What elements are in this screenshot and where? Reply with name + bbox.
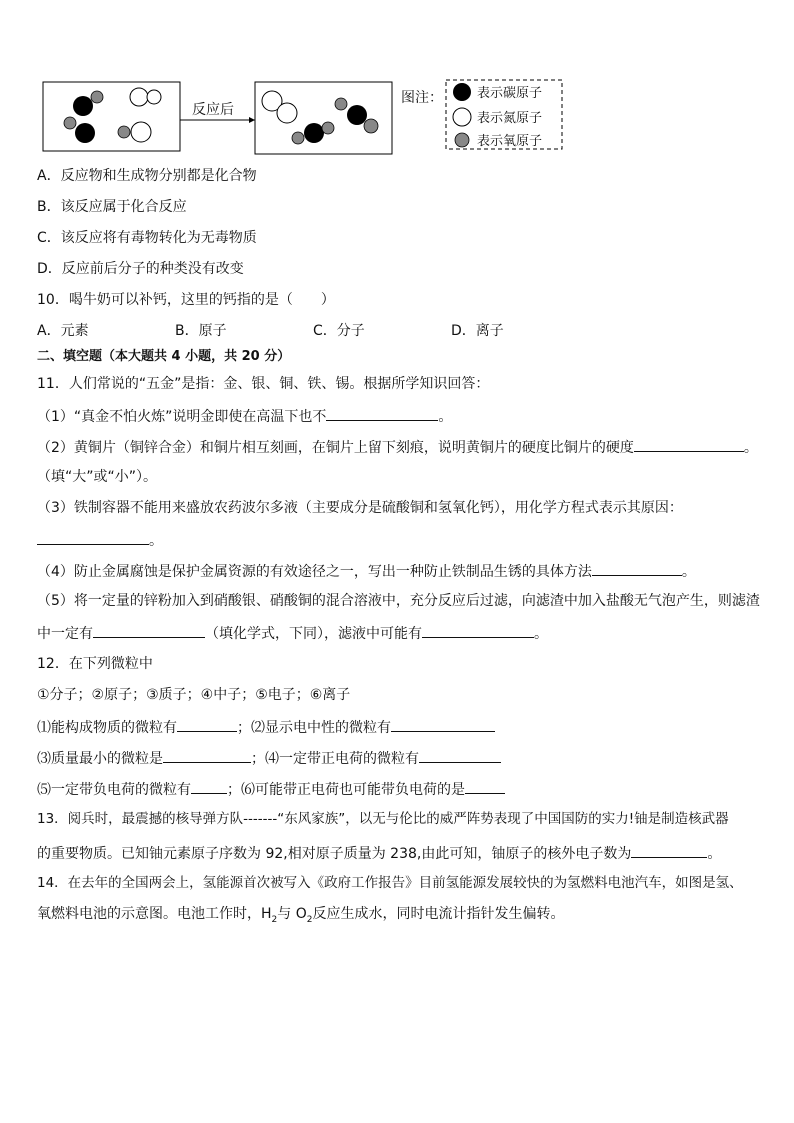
period: 。 <box>534 626 548 642</box>
nitrogen-atom-icon <box>453 108 471 126</box>
q12-row3-text-a: ⑸一定带负电荷的微粒有 <box>37 782 191 798</box>
q11-part5-text-a: 中一定有 <box>37 626 93 642</box>
q13-line2-text: 的重要物质。已知铀元素原子序数为 92,相对原子质量为 238,由此可知，铀原子的核外电子数为 <box>37 846 632 862</box>
answer-blank[interactable] <box>163 748 251 763</box>
q11-part3-answer <box>37 530 163 550</box>
answer-blank[interactable] <box>422 623 534 638</box>
period: 。 <box>707 846 722 862</box>
q11-part2-hint: （填“大”或“小”）。 <box>37 469 158 485</box>
answer-blank[interactable] <box>634 437 744 452</box>
q11-part4 <box>37 561 696 581</box>
q12-row2 <box>37 748 501 768</box>
q14-line2-text-b: 与 O <box>277 906 307 922</box>
period: 。 <box>438 409 453 425</box>
answer-blank[interactable] <box>177 717 237 732</box>
q10-options <box>37 322 504 340</box>
q12-row2-text-a: ⑶质量最小的微粒是 <box>37 751 163 767</box>
before-molecules <box>64 88 161 143</box>
legend-oxygen-text: 表示氧原子 <box>477 134 543 149</box>
q12-row1-text-a: ⑴能构成物质的微粒有 <box>37 720 177 736</box>
oxygen-atom-icon <box>64 117 76 129</box>
answer-blank[interactable] <box>37 530 149 545</box>
q14-line2 <box>37 905 564 923</box>
q11-part1-text: （1）“真金不怕火炼”说明金即使在高温下也不 <box>37 409 327 425</box>
q11-part2-text: （2）黄铜片（铜锌合金）和铜片相互刻画，在铜片上留下刻痕，说明黄铜片的硬度比铜片的硬度 <box>37 440 634 456</box>
q10-option-a: A．元素 <box>37 323 89 339</box>
answer-blank[interactable] <box>391 717 495 732</box>
oxygen-atom-icon <box>322 122 334 134</box>
after-molecules <box>262 91 378 144</box>
q11-part5-cont <box>37 623 548 643</box>
q12-row1 <box>37 717 495 737</box>
q12-stem: 12．在下列微粒中 <box>37 656 153 672</box>
period: 。 <box>743 440 758 456</box>
legend-label: 图注： <box>401 90 443 106</box>
subscript-2: 2 <box>271 914 278 925</box>
q14-line2-text-a: 氧燃料电池的示意图。电池工作时，H <box>37 906 272 922</box>
q12-row3 <box>37 779 505 799</box>
q10-option-d: D．离子 <box>451 323 504 339</box>
q12-row1-text-b: ；⑵显示电中性的微粒有 <box>237 720 391 736</box>
q11-part4-text: （4）防止金属腐蚀是保护金属资源的有效途径之一，写出一种防止铁制品生锈的具体方法 <box>37 564 592 580</box>
oxygen-atom-icon <box>455 133 469 147</box>
q13-line2 <box>37 843 721 863</box>
q12-row3-text-b: ；⑹可能带正电荷也可能带负电荷的是 <box>227 782 465 798</box>
q12-list: ①分子；②原子；③质子；④中子；⑤电子；⑥离子 <box>37 687 351 703</box>
q9-option-b: B．该反应属于化合反应 <box>37 199 187 215</box>
carbon-atom-icon <box>73 96 93 116</box>
q14-line1: 14．在去年的全国两会上，氢能源首次被写入《政府工作报告》目前氢能源发展较快的为氢燃料电池汽车，如图是氢、 <box>37 875 743 891</box>
answer-blank[interactable] <box>465 779 505 794</box>
carbon-atom-icon <box>453 83 471 101</box>
answer-blank[interactable] <box>419 748 501 763</box>
carbon-atom-icon <box>75 123 95 143</box>
q14-line2-text-c: 反应生成水，同时电流计指针发生偏转。 <box>312 906 565 922</box>
carbon-atom-icon <box>347 105 367 125</box>
subscript-2: 2 <box>306 914 313 925</box>
arrow-head-icon <box>249 117 255 123</box>
legend-carbon-text: 表示碳原子 <box>477 86 543 101</box>
carbon-atom-icon <box>304 123 324 143</box>
q12-row2-text-b: ；⑷一定带正电荷的微粒有 <box>251 751 419 767</box>
q11-part5-text-b: （填化学式，下同），滤液中可能有 <box>205 626 422 642</box>
q9-option-c: C．该反应将有毒物转化为无毒物质 <box>37 230 257 246</box>
legend-nitrogen-text: 表示氮原子 <box>477 111 543 126</box>
oxygen-atom-icon <box>118 126 130 138</box>
answer-blank[interactable] <box>631 843 707 858</box>
answer-blank[interactable] <box>93 623 205 638</box>
q9-option-d: D．反应前后分子的种类没有改变 <box>37 261 244 277</box>
nitrogen-atom-icon <box>277 103 297 123</box>
answer-blank[interactable] <box>592 561 682 576</box>
period: 。 <box>149 533 163 549</box>
q11-part2 <box>37 437 758 457</box>
oxygen-atom-icon <box>364 119 378 133</box>
nitrogen-atom-icon <box>147 90 161 104</box>
q9-option-a: A．反应物和生成物分别都是化合物 <box>37 168 257 184</box>
q13-line1: 13．阅兵时，最震撼的核导弹方队-------“东风家族”，以无与伦比的威严阵势表现了中国国防的实力!铀是制造核武器 <box>37 811 729 827</box>
q10-option-b: B．原子 <box>175 323 227 339</box>
oxygen-atom-icon <box>292 132 304 144</box>
nitrogen-atom-icon <box>130 88 148 106</box>
oxygen-atom-icon <box>335 98 347 110</box>
answer-blank[interactable] <box>326 406 438 421</box>
q11-part1 <box>37 406 452 426</box>
q11-part5: （5）将一定量的锌粉加入到硝酸银、硝酸铜的混合溶液中，充分反应后过滤，向滤渣中加入盐酸无气泡产生，则滤渣 <box>37 593 760 609</box>
q10-stem: 10．喝牛奶可以补钙，这里的钙指的是（ ） <box>37 292 335 308</box>
reaction-diagram <box>0 0 794 160</box>
q11-part3: （3）铁制容器不能用来盛放农药波尔多液（主要成分是硫酸铜和氢氧化钙），用化学方程式表示其原因： <box>37 500 683 516</box>
arrow-label: 反应后 <box>192 102 234 118</box>
q11-stem: 11．人们常说的“五金”是指：金、银、铜、铁、锡。根据所学知识回答： <box>37 376 490 392</box>
period: 。 <box>681 564 696 580</box>
q10-option-c: C．分子 <box>313 323 365 339</box>
section-title: 二、填空题（本大题共 4 小题，共 20 分） <box>37 349 291 364</box>
nitrogen-atom-icon <box>131 122 151 142</box>
answer-blank[interactable] <box>191 779 227 794</box>
oxygen-atom-icon <box>91 91 103 103</box>
